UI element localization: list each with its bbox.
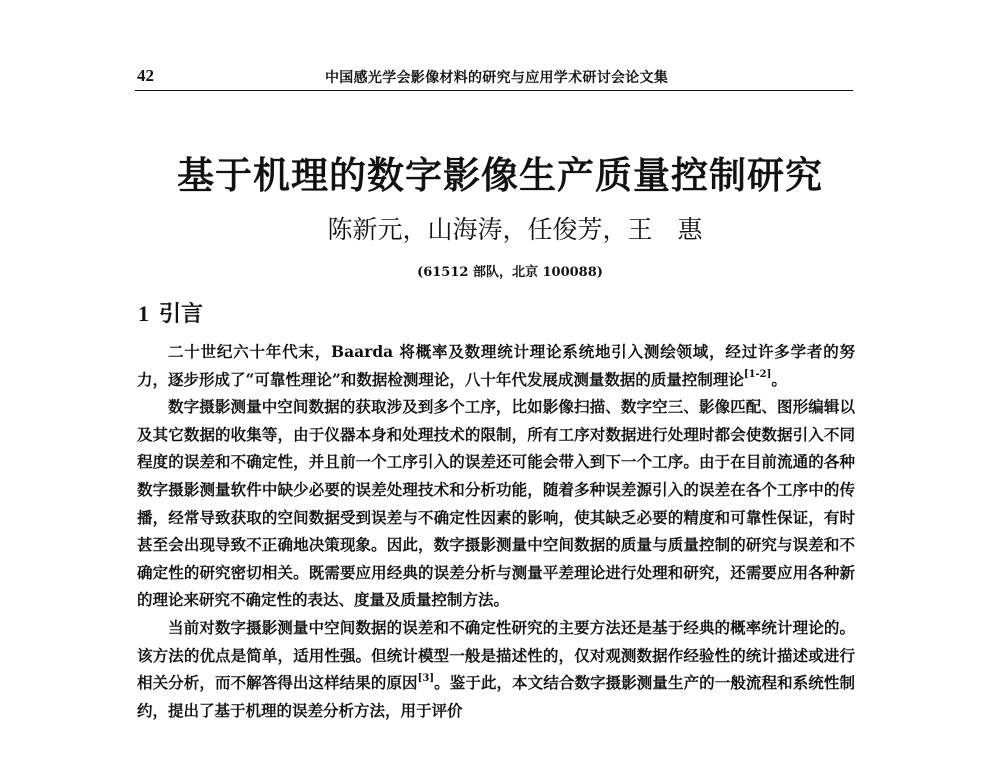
paragraph-text: 数字摄影测量中空间数据的获取涉及到多个工序，比如影像扫描、数字空三、影像匹配、图形编辑以及其它数据的收集等，由于仪器本身和处理技术的限制，所有工序对数据进行处理时都会使数据引入不同程度的误差和不确定性，并且前一个工序引入的误差还可能会带入到下一个工序。由于在目前流通的各种数字摄影测量软件中缺少必要的误差处理技术和分析功能，随着多种误差源引入的误差在各个工序中的传播，经常导致获取的空间数据受到误差与不确定性因素的影响，使其缺乏必要的精度和可靠性保证，有时甚至会出现导致不正确地决策现象。因此，数字摄影测量中空间数据的质量与质量控制的研究与误差和不确定性的研究密切相关。既需要应用经典的误差分析与测量平差理论进行处理和研究，还需要应用各种新的理论来研究不确定性的表达、度量及质量控制方法。 (137, 397, 855, 610)
paragraph-text: 二十世纪六十年代末，Baarda 将概率及数理统计理论系统地引入测绘领域，经过许多学者的努力，逐步形成了“可靠性理论”和数据检测理论，八十年代发展成测量数据的质量控制理论 (137, 342, 855, 389)
authors: 陈新元，山海涛，任俊芳，王 惠 (327, 215, 703, 244)
paper-title: 基于机理的数字影像生产质量控制研究 (177, 153, 823, 197)
paragraph-2 (137, 393, 855, 614)
section-title: 引言 (159, 301, 204, 327)
page-number: 42 (137, 66, 154, 85)
journal-title: 中国感光学会影像材料的研究与应用学术研讨会论文集 (325, 70, 669, 86)
affiliation: (61512 部队，北京 100088) (417, 265, 603, 280)
paragraph-3 (137, 614, 855, 724)
paragraph-1 (137, 338, 855, 393)
paragraph-text: 当前对数字摄影测量中空间数据的误差和不确定性研究的主要方法还是基于经典的概率统计理论的。该方法的优点是简单，适用性强。但统计模型一般是描述性的，仅对观测数据作经验性的统计描述或进行相关分析，而不解答得出这样结果的原因 (137, 617, 855, 693)
section-number: 1 (138, 301, 149, 326)
paragraph-tail: 。 (771, 369, 787, 389)
citation: [3] (417, 672, 435, 684)
paragraph-tail: 。鉴于此，本文结合数字摄影测量生产的一般流程和系统性制约，提出了基于机理的误差分析方法，用于评价 (137, 673, 855, 720)
section-heading (138, 297, 203, 328)
running-header (135, 66, 853, 91)
body-text (137, 338, 855, 724)
citation: [1-2] (743, 369, 772, 381)
